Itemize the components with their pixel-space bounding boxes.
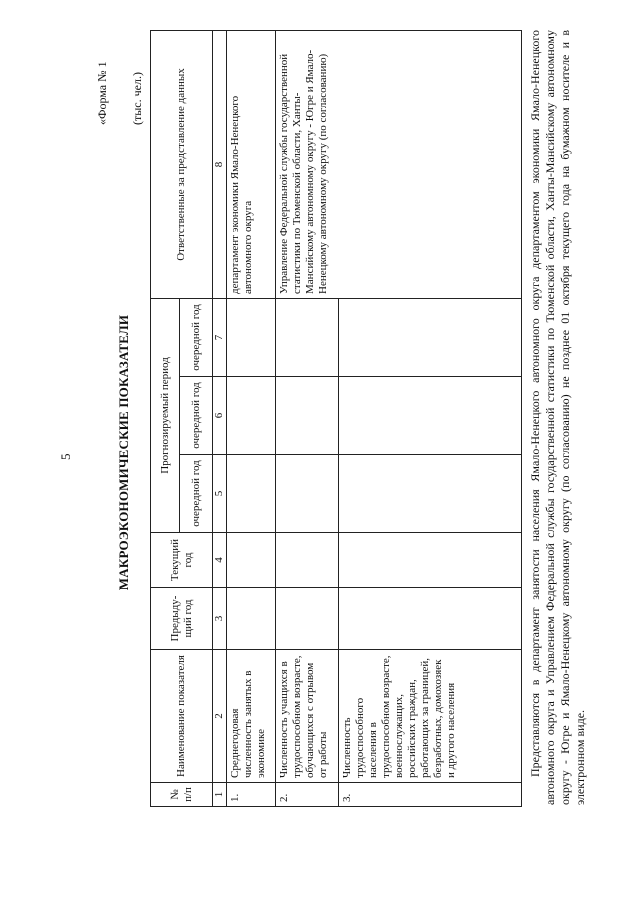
column-numbers-row: [213, 30, 227, 806]
cell-forecast-2: [227, 377, 276, 455]
cell-curr-year: [227, 533, 276, 588]
indicators-table: [150, 31, 522, 807]
col-number: 8: [213, 30, 227, 298]
row-responsible: Управление Федеральной службы государственной статистики по Тюменской области, Ханты-Мансийскому автономному округу - Югре и Ямало-Ненецкому автономному округу (по согласованию): [276, 30, 522, 298]
cell-forecast-3: [276, 298, 339, 376]
cell-forecast-1: [339, 455, 522, 533]
col-number: 7: [213, 298, 227, 376]
header-num: № п/п: [151, 783, 213, 807]
row-num: 1.: [227, 783, 276, 807]
cell-prev-year: [227, 588, 276, 650]
header-forecast: Прогнозируемый период: [151, 298, 180, 532]
row-name: Среднегодовая численность занятых в экономике: [227, 650, 276, 783]
row-name: Численность трудоспособного населения в трудоспособном возрасте, военнослужащих, российских граждан, работающих за границей, безработных, домохозяек и другого населения: [339, 650, 522, 783]
cell-prev-year: [276, 588, 339, 650]
header-prev-year: Предыду-щий год: [151, 588, 213, 650]
col-number: 3: [213, 588, 227, 650]
page-number: 5: [58, 453, 73, 460]
cell-forecast-2: [339, 377, 522, 455]
header-responsible: Ответственные за представление данных: [151, 30, 213, 298]
header-name: Наименование показателя: [151, 650, 213, 783]
header-curr-year: Текущий год: [151, 533, 213, 588]
form-label: «Форма № 1: [95, 61, 109, 125]
header-forecast-year-1: очередной год: [180, 455, 213, 533]
col-number: 5: [213, 455, 227, 533]
row-responsible: департамент экономики Ямало-Ненецкого автономного округа: [227, 30, 276, 298]
col-number: 1: [213, 783, 227, 807]
cell-forecast-2: [276, 377, 339, 455]
cell-forecast-3: [227, 298, 276, 376]
row-num: 3.: [339, 783, 522, 807]
table-row: [227, 30, 276, 806]
table-row: [276, 30, 339, 806]
document-title: МАКРОЭКОНОМИЧЕСКИЕ ПОКАЗАТЕЛИ: [116, 314, 131, 591]
header-forecast-year-2: очередной год: [180, 377, 213, 455]
cell-forecast-1: [227, 455, 276, 533]
row-num: 2.: [276, 783, 339, 807]
table-header-row: [151, 30, 180, 806]
row-name: Численность учащихся в трудоспособном возрасте, обучающихся с отрывом от работы: [276, 650, 339, 783]
cell-forecast-1: [276, 455, 339, 533]
unit-label: (тыс. чел.): [130, 72, 144, 125]
cell-curr-year: [339, 533, 522, 588]
footer-note: Представляются в департамент занятости населения Ямало-Ненецкого автономного округа департаментом экономики Ямало-Ненецкого автономного округа и Управлением Федеральной службы государственной статистики по Тюменской области, Ханты-Мансийскому автономному округу - Югре и Ямало-Ненецкому автономному округу (по согласованию) не позднее 01 октября текущего года на бумажном носителе и в электронном виде.: [528, 30, 587, 805]
cell-prev-year: [339, 588, 522, 650]
col-number: 6: [213, 377, 227, 455]
cell-curr-year: [276, 533, 339, 588]
col-number: 4: [213, 533, 227, 588]
header-forecast-year-3: очередной год: [180, 298, 213, 376]
cell-forecast-3: [339, 298, 522, 376]
col-number: 2: [213, 650, 227, 783]
